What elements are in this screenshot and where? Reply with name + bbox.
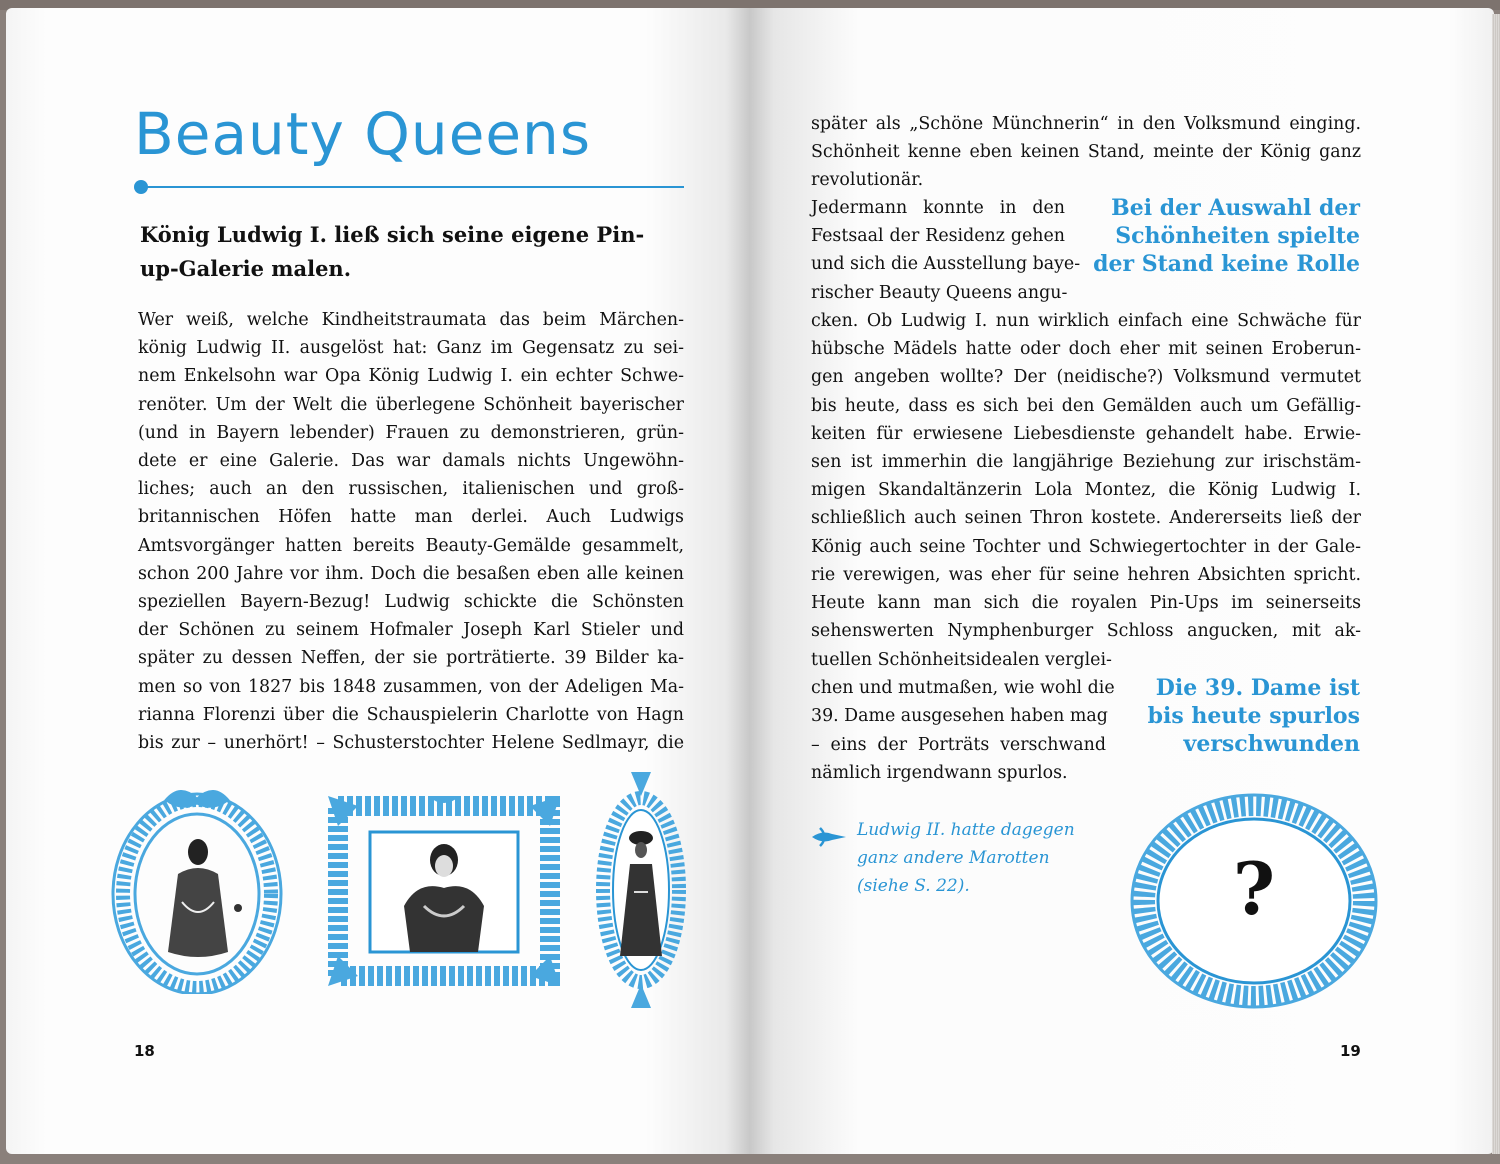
right-body-top bbox=[811, 110, 1361, 195]
text-line: rischer Beauty Queens angu- bbox=[811, 282, 1068, 303]
text-line: könig Ludwig II. ausgelöst hat: Ganz im Gegensatz zu sei- bbox=[138, 338, 684, 359]
square-frame-portrait-2 bbox=[328, 796, 560, 986]
text-line: – eins der Porträts verschwand bbox=[811, 734, 1106, 755]
text-line: rie verewigen, was eher für seine hehren Absichten spricht. bbox=[811, 564, 1361, 585]
text-line: König auch seine Tochter und Schwiegertochter in der Gale- bbox=[811, 536, 1361, 557]
text-line: nem Enkelsohn war Opa König Ludwig I. ein echter Schwe- bbox=[138, 366, 684, 387]
pull-quote-1: Bei der Auswahl der Schönheiten spielte der Stand keine Rolle bbox=[1093, 195, 1360, 277]
text-line: migen Skandaltänzerin Lola Montez, die König Ludwig I. bbox=[811, 480, 1361, 501]
text-line: hübsche Mädels hatte oder doch eher mit seinen Eroberun- bbox=[811, 339, 1361, 360]
side-note-line: (siehe S. 22). bbox=[857, 876, 970, 896]
page-number-right: 19 bbox=[1340, 1042, 1361, 1060]
text-line: gen angeben wollte? Der (neidische?) Volksmund vermutet bbox=[811, 367, 1361, 388]
oval-frame-portrait-1 bbox=[110, 782, 285, 994]
text-line: revolutionär. bbox=[811, 170, 924, 191]
text-line: der Schönen zu seinem Hofmaler Joseph Karl Stieler und bbox=[138, 620, 684, 641]
text-line: cken. Ob Ludwig I. nun wirklich einfach eine Schwäche für bbox=[811, 311, 1361, 331]
text-line: britannischen Höfen hatte man derlei. Auch Ludwigs bbox=[138, 507, 684, 528]
right-body-full bbox=[811, 307, 1361, 645]
text-line: sen ist immerhin die langjährige Beziehung zur irischstäm- bbox=[811, 452, 1361, 473]
text-line: nämlich irgendwann spurlos. bbox=[811, 762, 1068, 783]
chapter-title: Beauty Queens bbox=[134, 100, 592, 168]
text-line: später als „Schöne Münchnerin“ in den Volksmund einging. bbox=[811, 114, 1361, 134]
text-line: chen und mutmaßen, wie wohl die bbox=[811, 678, 1115, 699]
right-body-end bbox=[811, 646, 1115, 787]
page-number-left: 18 bbox=[134, 1042, 155, 1060]
text-line: schließlich auch seinen Thron kostete. Andererseits ließ der bbox=[811, 508, 1361, 529]
side-note bbox=[857, 816, 1097, 900]
side-note-line: Ludwig II. hatte dagegen bbox=[857, 820, 1075, 840]
text-line: Schönheit kenne eben keinen Stand, meinte der König ganz bbox=[811, 142, 1361, 163]
text-line: liches; auch an den russischen, italienischen und groß- bbox=[138, 479, 684, 500]
text-line: sehenswerten Nymphenburger Schloss angucken, mit ak- bbox=[811, 621, 1361, 642]
text-line: schon 200 Jahre vor ihm. Doch die besaßen eben alle keinen bbox=[138, 563, 684, 584]
text-line: renöter. Um der Welt die überlegene Schönheit bayerischer bbox=[138, 394, 684, 415]
text-line: Amtsvorgänger hatten bereits Beauty-Gemälde gesammelt, bbox=[138, 535, 684, 556]
text-line: tuellen Schönheitsidealen verglei- bbox=[811, 650, 1112, 670]
title-rule bbox=[138, 186, 684, 188]
text-line: und sich die Ausstellung baye- bbox=[811, 254, 1081, 275]
side-note-line: ganz andere Marotten bbox=[857, 848, 1050, 868]
text-line: 39. Dame ausgesehen haben mag bbox=[811, 706, 1108, 727]
portrait-engraving-1 bbox=[168, 839, 242, 957]
text-line: Heute kann man sich die royalen Pin-Ups im seinerseits bbox=[811, 593, 1361, 614]
text-line: später zu dessen Neffen, der sie porträtierte. 39 Bilder ka- bbox=[138, 648, 684, 669]
text-line: speziellen Bayern-Bezug! Ludwig schickte die Schönsten bbox=[138, 592, 684, 613]
question-mark: ? bbox=[1232, 846, 1276, 931]
text-line: Jedermann konnte in den bbox=[811, 198, 1065, 218]
text-line: dete er eine Galerie. Das war damals nichts Ungewöhn- bbox=[138, 451, 684, 472]
lead-paragraph: König Ludwig I. ließ sich seine eigene Pin-up-Galerie malen. bbox=[140, 222, 645, 281]
text-line: Wer weiß, welche Kindheitstraumata das beim Märchen- bbox=[138, 310, 684, 330]
text-line: (und in Bayern lebender) Frauen zu demonstrieren, grün- bbox=[138, 422, 684, 443]
pull-quote-2: Die 39. Dame ist bis heute spurlos verschwunden bbox=[1147, 675, 1360, 757]
text-line: rianna Florenzi über die Schauspielerin Charlotte von Hagn bbox=[138, 704, 684, 725]
text-line: Festsaal der Residenz gehen bbox=[811, 226, 1065, 247]
page-stack-edge bbox=[1492, 14, 1500, 1154]
tall-oval-frame-portrait-3 bbox=[592, 772, 690, 1008]
flourish-bullet-icon bbox=[810, 824, 850, 850]
text-line: keiten für erwiesene Liebesdienste gehandelt habe. Erwie- bbox=[811, 423, 1361, 444]
text-line: bis zur – unerhört! – Schusterstochter Helene Sedlmayr, die bbox=[138, 733, 684, 754]
text-line: bis heute, dass es sich bei den Gemälden auch um Gefällig- bbox=[811, 395, 1361, 416]
text-line: men so von 1827 bis 1848 zusammen, von der Adeligen Ma- bbox=[138, 676, 684, 697]
right-body-narrow bbox=[811, 194, 1081, 307]
left-body-text bbox=[138, 306, 684, 757]
